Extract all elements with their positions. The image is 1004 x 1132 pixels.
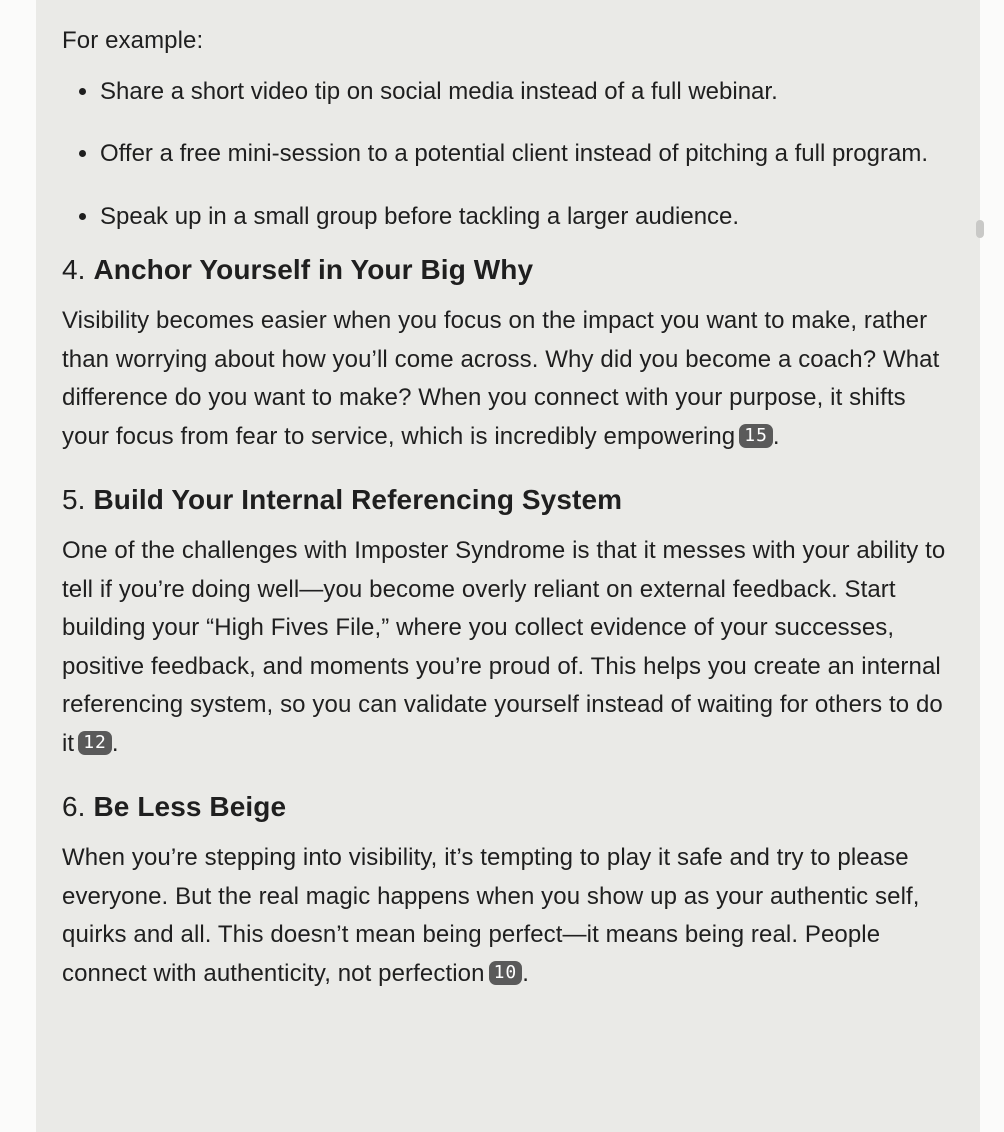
- section-title: Build Your Internal Referencing System: [93, 484, 623, 515]
- section-title: Be Less Beige: [93, 791, 287, 822]
- example-list: [62, 73, 954, 237]
- section-body: When you’re stepping into visibility, it’s tempting to play it safe and try to please everyone. But the real magic happens when you show up as your authentic self, quirks and all. This doesn’t mean being perfect—it means being real. People connect with authenticity, not perfection 10 .: [62, 844, 920, 987]
- citation-badge[interactable]: 12: [78, 731, 112, 755]
- section-big-why: [62, 250, 954, 456]
- citation-badge[interactable]: 10: [489, 961, 523, 985]
- section-body-text: One of the challenges with Imposter Syndrome is that it messes with your ability to tell if you’re doing well—you become overly reliant on external feedback. Start building your “High Fives File,” where you collect evidence of your successes, positive feedback, and moments you’re proud of. This helps you create an internal referencing system, so you can validate yourself instead of waiting for others to do it: [62, 537, 946, 757]
- section-number: 4.: [62, 254, 86, 285]
- list-item: • Offer a free mini-session to a potential client instead of pitching a full program.: [100, 135, 954, 174]
- section-number: 5.: [62, 484, 86, 515]
- section-heading: [62, 480, 954, 520]
- intro-text: For example:: [62, 27, 204, 54]
- section-internal-referencing: [62, 480, 954, 763]
- section-heading: [62, 250, 954, 290]
- section-title: Anchor Yourself in Your Big Why: [93, 254, 534, 285]
- section-number: 6.: [62, 791, 86, 822]
- section-body: Visibility becomes easier when you focus on the impact you want to make, rather than worrying about how you’ll come across. Why did you become a coach? What difference do you want to make? When you connect with your purpose, it shifts your focus from fear to service, which is incredibly empowering 15 .: [62, 307, 940, 450]
- section-body-text: Visibility becomes easier when you focus on the impact you want to make, rather than worrying about how you’ll come across. Why did you become a coach? What difference do you want to make? When you connect with your purpose, it shifts your focus from fear to service, which is incredibly empowering: [62, 307, 940, 450]
- section-body-text: When you’re stepping into visibility, it’s tempting to play it safe and try to please everyone. But the real magic happens when you show up as your authentic self, quirks and all. This doesn’t mean being perfect—it means being real. People connect with authenticity, not perfection: [62, 844, 920, 987]
- article-content: [36, 0, 980, 1132]
- section-heading: [62, 787, 954, 827]
- scroll-edge-indicator: [976, 220, 984, 238]
- citation-badge[interactable]: 15: [739, 424, 773, 448]
- list-item: • Speak up in a small group before tackling a larger audience.: [100, 198, 954, 237]
- section-less-beige: [62, 787, 954, 993]
- list-item: • Share a short video tip on social media instead of a full webinar.: [100, 73, 954, 112]
- section-body: One of the challenges with Imposter Syndrome is that it messes with your ability to tell if you’re doing well—you become overly reliant on external feedback. Start building your “High Fives File,” where you collect evidence of your successes, positive feedback, and moments you’re proud of. This helps you create an internal referencing system, so you can validate yourself instead of waiting for others to do it 12 .: [62, 537, 946, 757]
